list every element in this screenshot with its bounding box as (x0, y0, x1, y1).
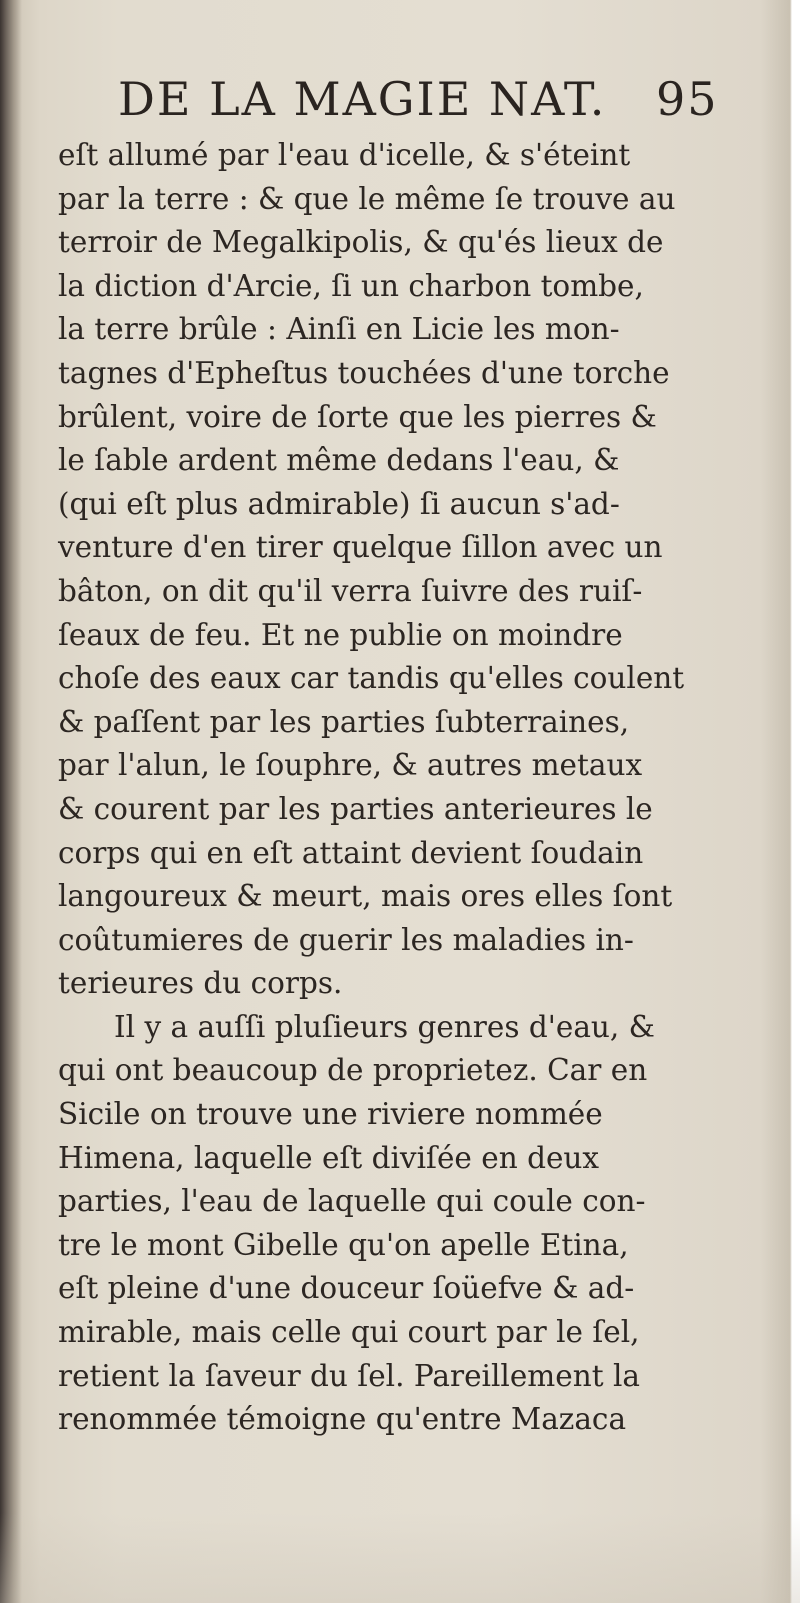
text-line: qui ont beaucoup de proprietez. Car en (58, 1053, 648, 1088)
paragraph-1 (58, 134, 748, 1006)
text-line: langoureux & meurt, mais ores elles ſont (58, 879, 673, 914)
text-line: bâton, on dit qu'il verra ſuivre des ruiſ- (58, 573, 643, 608)
text-line: eſt allumé par l'eau d'icelle, & s'éteint (58, 138, 631, 172)
text-line: coûtumieres de guerir les maladies in- (58, 922, 634, 957)
text-line: la terre brûle : Ainſi en Licie les mon- (58, 312, 620, 347)
text-line: Sicile on trouve une riviere nommée (58, 1097, 603, 1132)
body-text (58, 134, 748, 1442)
text-line: choſe des eaux car tandis qu'elles coulent (58, 661, 685, 696)
text-line: tre le mont Gibelle qu'on apelle Etina, (58, 1227, 629, 1262)
text-line: terroir de Megalkipolis, & qu'és lieux de (58, 225, 664, 260)
text-line: Il y a auſſi pluſieurs genres d'eau, & (114, 1009, 655, 1044)
text-line: par la terre : & que le même ſe trouve au (58, 181, 676, 216)
text-line: corps qui en eſt attaint devient ſoudain (58, 835, 644, 870)
paragraph-2 (58, 1006, 748, 1442)
text-line: eſt pleine d'une douceur ſoüefve & ad- (58, 1271, 635, 1306)
text-line: venture d'en tirer quelque ſillon avec un (58, 530, 663, 565)
text-line: Himena, laquelle eſt diviſée en deux (58, 1140, 600, 1175)
text-line: mirable, mais celle qui court par le ſel, (58, 1315, 640, 1350)
text-line: renommée témoigne qu'entre Mazaca (58, 1402, 627, 1437)
text-line: parties, l'eau de laquelle qui coule con- (58, 1184, 646, 1219)
text-line: & courent par les parties anterieures le (58, 791, 653, 826)
page-number: 95 (656, 72, 719, 126)
text-line: & paſſent par les parties ſubterraines, (58, 704, 630, 739)
text-line: terieures du corps. (58, 966, 343, 1001)
running-title: DE LA MAGIE NAT. (118, 72, 607, 126)
text-line: la diction d'Arcie, ſi un charbon tombe, (58, 268, 644, 303)
text-line: (qui eſt plus admirable) ſi aucun s'ad- (58, 486, 620, 521)
text-line: retient la ſaveur du ſel. Pareillement la (58, 1358, 640, 1393)
text-line: par l'alun, le ſouphre, & autres metaux (58, 748, 643, 783)
text-line: ſeaux de feu. Et ne publie on moindre (58, 617, 623, 652)
text-line: brûlent, voire de ſorte que les pierres & (58, 399, 657, 434)
text-line: tagnes d'Epheſtus touchées d'une torche (58, 355, 670, 390)
text-line: le ſable ardent même dedans l'eau, & (58, 443, 620, 478)
